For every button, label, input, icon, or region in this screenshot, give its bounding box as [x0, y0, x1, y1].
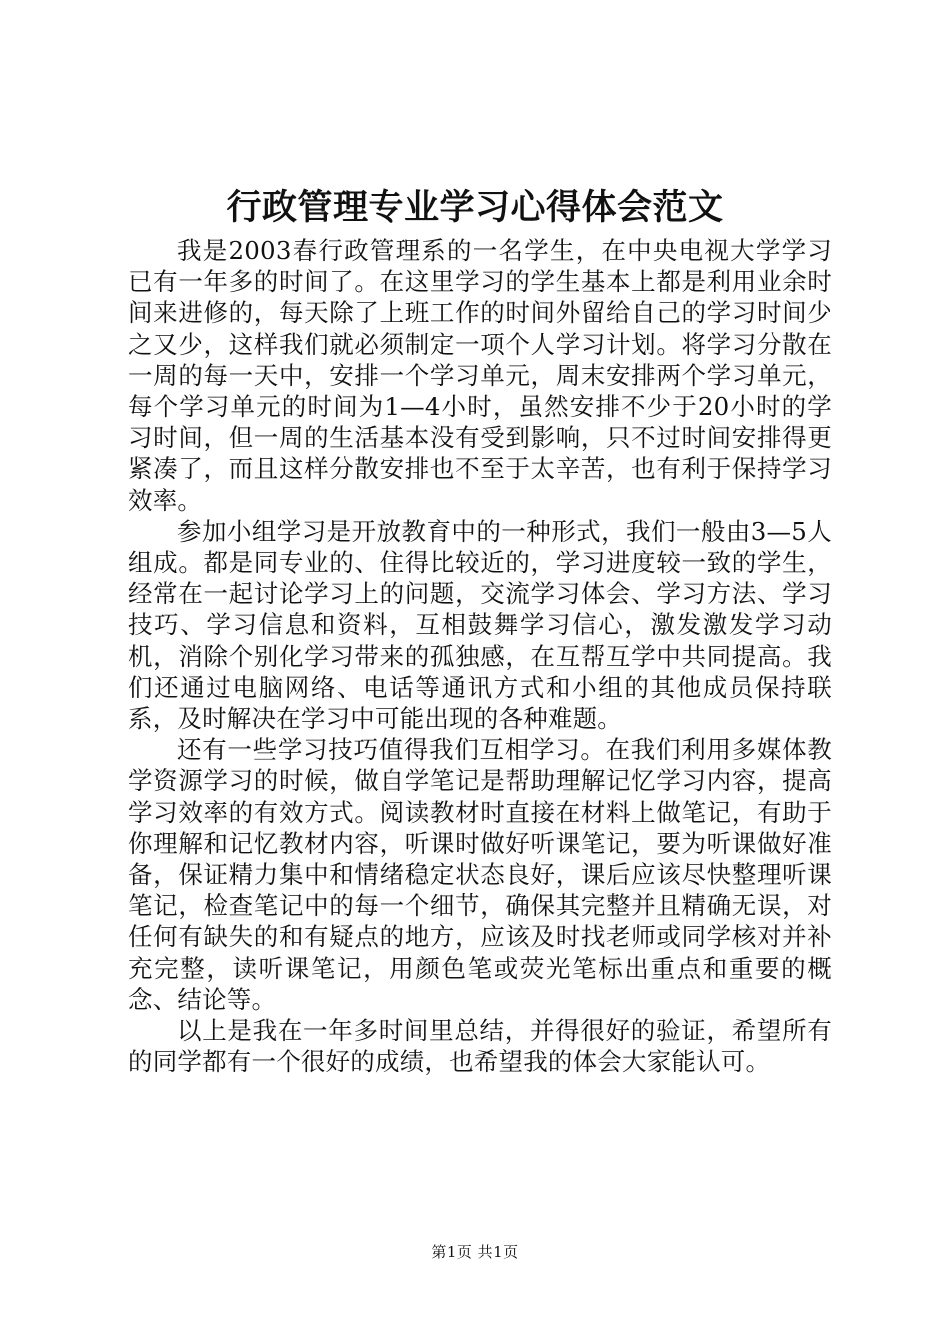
paragraph-4: 以上是我在一年多时间里总结，并得很好的验证，希望所有的同学都有一个很好的成绩，也希望我的体会大家能认可。: [128, 1016, 832, 1077]
paragraph-1: 我是2003春行政管理系的一名学生，在中央电视大学学习已有一年多的时间了。在这里学习的学生基本上都是利用业余时间来进修的，每天除了上班工作的时间外留给自己的学习时间少之又少，这样我们就必须制定一项个人学习计划。将学习分散在一周的每一天中，安排一个学习单元，周末安排两个学习单元，每个学习单元的时间为1—4小时，虽然安排不少于20小时的学习时间，但一周的生活基本没有受到影响，只不过时间安排得更紧凑了，而且这样分散安排也不至于太辛苦，也有利于保持学习效率。: [128, 236, 832, 515]
page-footer: 第1页 共1页: [431, 1243, 519, 1261]
paragraph-3: 还有一些学习技巧值得我们互相学习。在我们利用多媒体教学资源学习的时候，做自学笔记是帮助理解记忆学习内容，提高学习效率的有效方式。阅读教材时直接在材料上做笔记，有助于你理解和记忆教材内容，听课时做好听课笔记，要为听课做好准备，保证精力集中和情绪稳定状态良好，课后应该尽快整理听课笔记，检查笔记中的每一个细节，确保其完整并且精确无误，对任何有缺失的和有疑点的地方，应该及时找老师或同学核对并补充完整，读听课笔记，用颜色笔或荧光笔标出重点和重要的概念、结论等。: [128, 735, 832, 1014]
paragraph-2: 参加小组学习是开放教育中的一种形式，我们一般由3—5人组成。都是同专业的、住得比较近的，学习进度较一致的学生，经常在一起讨论学习上的问题，交流学习体会、学习方法、学习技巧、学习信息和资料，互相鼓舞学习信心，激发激发学习动机，消除个别化学习带来的孤独感，在互帮互学中共同提高。我们还通过电脑网络、电话等通讯方式和小组的其他成员保持联系，及时解决在学习中可能出现的各种难题。: [128, 516, 832, 734]
document-title: 行政管理专业学习心得体会范文: [226, 187, 724, 228]
document-body: [128, 235, 832, 1077]
